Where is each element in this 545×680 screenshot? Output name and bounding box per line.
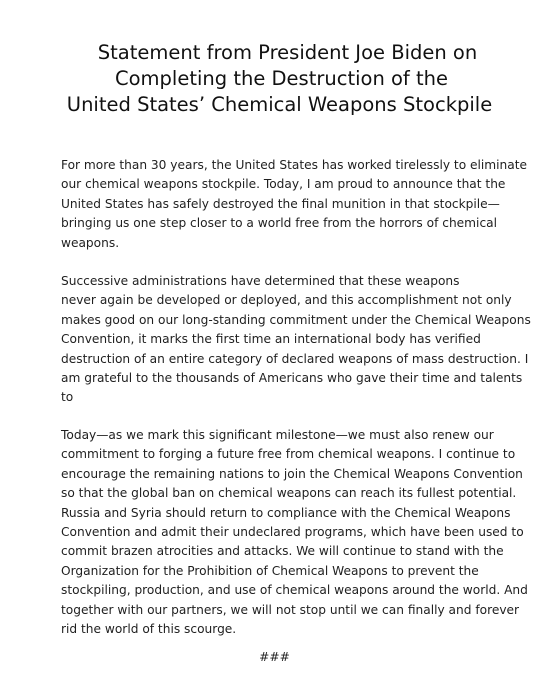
end-of-statement-mark: ### (259, 650, 290, 664)
paragraph-line: Russia and Syria should return to compliance with the Chemical Weapons (61, 505, 511, 520)
paragraph-line: weapons. (61, 235, 120, 250)
paragraph-line: makes good on our long-standing commitment under the Chemical Weapons (61, 312, 531, 327)
paragraph-line: Today—as we mark this significant milestone—we must also renew our (61, 428, 494, 442)
paragraph-line: bringing us one step closer to a world free from the horrors of chemical (61, 216, 497, 231)
title-line-3: United States’ Chemical Weapons Stockpile (66, 93, 493, 116)
paragraph-3 (61, 426, 541, 639)
paragraph-line: rid the world of this scourge. (61, 622, 237, 637)
paragraph-line: together with our partners, we will not stop until we can finally and forever (61, 602, 520, 617)
paragraph-line: Successive administrations have determined that these weapons (61, 274, 460, 288)
paragraph-line: encourage the remaining nations to join the Chemical Weapons Convention (61, 466, 523, 481)
paragraph-line: stockpiling, production, and use of chemical weapons around the world. And (61, 583, 528, 598)
paragraph-line: Organization for the Prohibition of Chemical Weapons to prevent the (61, 563, 479, 578)
paragraph-line: commit brazen atrocities and attacks. We will continue to stand with the (61, 544, 504, 559)
title-line-1: Statement from President Joe Biden on (97, 41, 478, 64)
paragraph-2 (61, 272, 541, 408)
paragraph-line: United States has safely destroyed the final munition in that stockpile— (61, 196, 500, 211)
paragraph-line: destruction of an entire category of declared weapons of mass destruction. I (61, 351, 529, 366)
paragraph-line: so that the global ban on chemical weapons can reach its fullest potential. (61, 486, 517, 501)
paragraph-line: to (61, 390, 74, 405)
title-line-2: Completing the Destruction of the (115, 67, 448, 90)
paragraph-line: Convention and admit their undeclared programs, which have been used to (61, 525, 524, 540)
paragraph-line: our chemical weapons stockpile. Today, I am proud to announce that the (61, 177, 506, 192)
paragraph-line: For more than 30 years, the United States has worked tirelessly to eliminate (61, 158, 528, 172)
paragraph-line: commitment to forging a future free from chemical weapons. I continue to (61, 447, 516, 462)
paragraph-1 (61, 156, 541, 253)
paragraph-line: never again be developed or deployed, and this accomplishment not only (61, 293, 512, 308)
paragraph-line: Convention, it marks the first time an international body has verified (61, 332, 481, 347)
paragraph-line: am grateful to the thousands of Americans who gave their time and talents (61, 371, 523, 386)
